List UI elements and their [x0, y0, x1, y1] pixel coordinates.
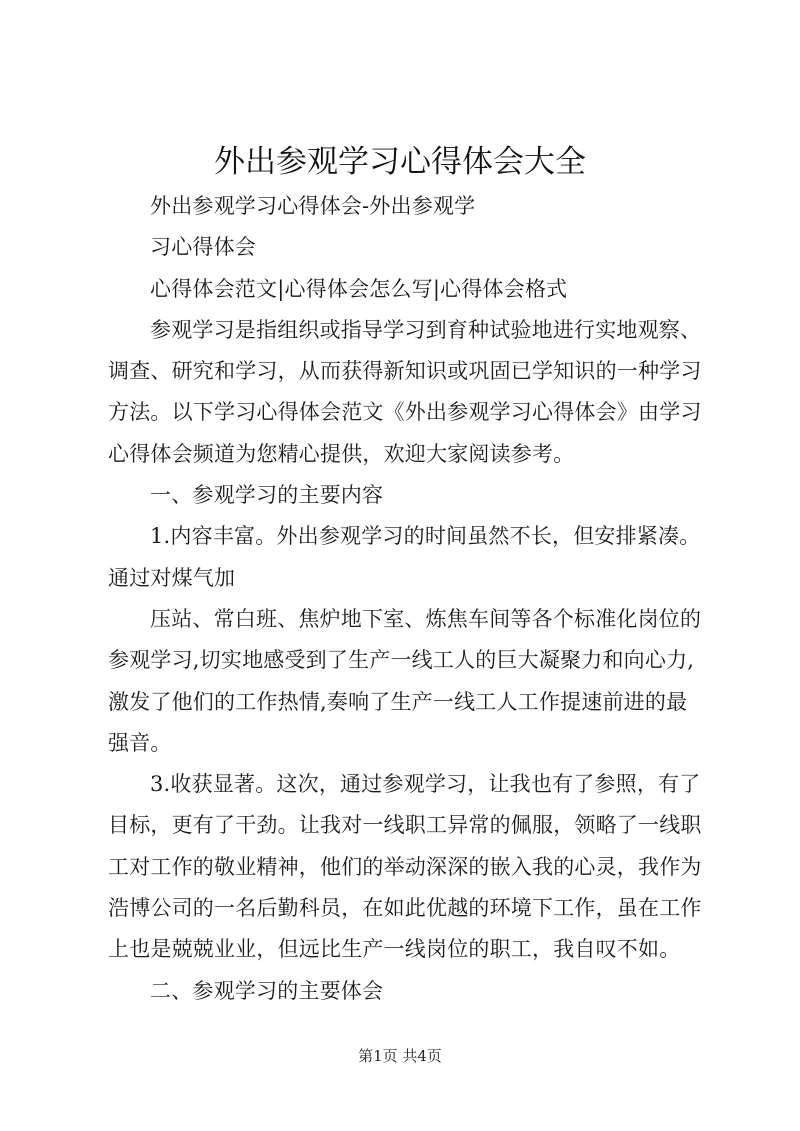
body-line: 1.内容丰富。外出参观学习的时间虽然不长，但安排紧凑。 [150, 524, 701, 549]
document-body [108, 186, 708, 1012]
body-line: 调查、研究和学习，从而获得新知识或巩固已学知识的一种学习 [108, 359, 702, 384]
body-line: 强音。 [108, 730, 172, 755]
body-line: 激发了他们的工作热情,奏响了生产一线工人工作提速前进的最 [108, 689, 688, 714]
body-line: 习心得体会 [150, 235, 256, 260]
body-line: 工对工作的敬业精神，他们的举动深深的嵌入我的心灵，我作为 [108, 854, 702, 879]
body-line: 压站、常白班、焦炉地下室、炼焦车间等各个标准化岗位的 [150, 606, 702, 631]
body-line: 参观学习是指组织或指导学习到育种试验地进行实地观察、 [150, 317, 702, 342]
body-line: 心得体会范文|心得体会怎么写|心得体会格式 [150, 276, 568, 301]
section-heading: 二、参观学习的主要体会 [150, 978, 384, 1003]
page-number-footer: 第1页 共4页 [358, 1047, 442, 1065]
body-line: 通过对煤气加 [108, 565, 236, 590]
body-line: 心得体会频道为您精心提供，欢迎大家阅读参考。 [108, 441, 575, 466]
body-line: 外出参观学习心得体会-外出参观学 [150, 194, 476, 218]
body-line: 上也是兢兢业业，但远比生产一线岗位的职工，我自叹不如。 [108, 937, 681, 962]
body-line: 目标，更有了干劲。让我对一线职工异常的佩服，领略了一线职 [108, 813, 702, 838]
body-line: 方法。以下学习心得体会范文《外出参观学习心得体会》由学习 [108, 400, 702, 425]
body-line: 3.收获显著。这次，通过参观学习，让我也有了参照，有了 [150, 772, 701, 797]
body-line: 浩博公司的一名后勤科员，在如此优越的环境下工作，虽在工作 [108, 896, 702, 921]
document-title: 外出参观学习心得体会大全 [214, 144, 586, 180]
section-heading: 一、参观学习的主要内容 [150, 483, 384, 508]
body-line: 参观学习,切实地感受到了生产一线工人的巨大凝聚力和向心力, [108, 648, 695, 673]
